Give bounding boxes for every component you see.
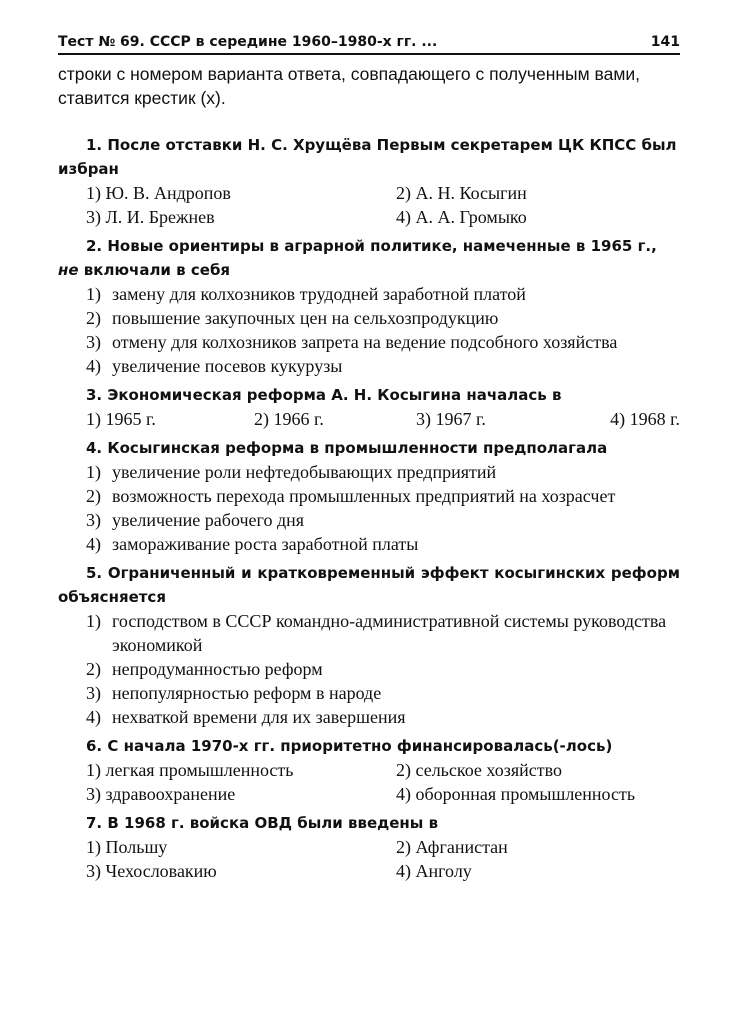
option-number: 2) [86,486,101,506]
answer-option[interactable] [58,609,680,657]
answer-options [58,282,680,378]
question-title: 4. Косыгинская реформа в промышленности предполагала [86,439,608,457]
option-text: господством в СССР командно-административной системы руководства экономикой [112,611,667,655]
answer-option[interactable]: 4) Анголу [396,861,472,881]
answer-option[interactable] [58,354,680,378]
answer-options [58,181,680,229]
option-number: 3) [86,510,101,530]
option-number: 2) [86,659,101,679]
answer-option[interactable]: 1) Ю. В. Андропов [86,183,231,203]
answer-options [58,835,680,883]
question-title: 7. В 1968 г. войска ОВД были введены в [86,814,439,832]
running-title: Тест № 69. СССР в середине 1960–1980-х гг. ... [58,34,438,50]
running-header [58,28,680,55]
answer-options [58,407,680,431]
option-text: повышение закупочных цен на сельхозпродукцию [112,308,499,328]
option-text: замену для колхозников трудодней заработной платой [112,284,526,304]
answer-option[interactable]: 3) Л. И. Брежнев [86,207,215,227]
book-page [58,28,680,883]
answer-option[interactable] [58,282,680,306]
question-title [58,234,680,282]
answer-option[interactable] [58,681,680,705]
question-2 [58,234,680,378]
answer-option[interactable]: 4) оборонная промышленность [396,784,636,804]
question-4 [58,436,680,556]
option-number: 3) [86,332,101,352]
page-number: 141 [650,34,680,50]
option-text: отмену для колхозников запрета на ведение подсобного хозяйства [112,332,618,352]
question-6 [58,734,680,806]
answer-option[interactable] [58,330,680,354]
answer-option[interactable] [58,508,680,532]
question-title: 5. Ограниченный и кратковременный эффект косыгинских реформ объясняется [58,564,680,606]
option-number: 4) [86,707,101,727]
question-title-part: 2. Новые ориентиры в аграрной политике, намеченные в 1965 г., [86,237,657,255]
option-number: 3) [86,683,101,703]
option-number: 1) [86,284,101,304]
option-text: непопулярностью реформ в народе [112,683,382,703]
question-5 [58,561,680,729]
answer-option[interactable] [58,705,680,729]
answer-option[interactable]: 1) легкая промышленность [86,760,294,780]
answer-option[interactable] [58,532,680,556]
question-3 [58,383,680,431]
answer-options [58,460,680,556]
answer-option[interactable] [58,657,680,681]
answer-option[interactable]: 3) Чехословакию [86,861,217,881]
answer-option[interactable] [58,484,680,508]
answer-option[interactable]: 4) А. А. Громыко [396,207,527,227]
answer-options [58,758,680,806]
answer-options [58,609,680,729]
option-text: возможность перехода промышленных предприятий на хозрасчет [112,486,616,506]
intro-text: строки с номером варианта ответа, совпадающего с полученным вами, ставится крестик (x). [58,64,641,108]
option-text: нехваткой времени для их завершения [112,707,406,727]
option-number: 2) [86,308,101,328]
question-title: 1. После отставки Н. С. Хрущёва Первым секретарем ЦК КПСС был избран [58,136,677,178]
answer-option[interactable]: 2) 1966 г. [254,409,324,429]
answer-option[interactable]: 1) Польшу [86,837,168,857]
option-text: увеличение роли нефтедобывающих предприятий [112,462,497,482]
option-text: увеличение рабочего дня [112,510,305,530]
answer-option[interactable]: 2) Афганистан [396,837,508,857]
question-7 [58,811,680,883]
answer-option[interactable]: 1) 1965 г. [86,409,156,429]
answer-option[interactable]: 3) здравоохранение [86,784,236,804]
option-number: 4) [86,534,101,554]
option-text: увеличение посевов кукурузы [112,356,343,376]
answer-option[interactable]: 2) сельское хозяйство [396,760,562,780]
answer-option[interactable]: 3) 1967 г. [416,409,486,429]
question-title: 6. С начала 1970-х гг. приоритетно финансировалась(-лось) [86,737,613,755]
option-text: замораживание роста заработной платы [112,534,419,554]
option-number: 1) [86,462,101,482]
question-title: 3. Экономическая реформа А. Н. Косыгина началась в [86,386,562,404]
question-title-part: включали в себя [83,261,231,279]
answer-option[interactable]: 2) А. Н. Косыгин [396,183,527,203]
option-text: непродуманностью реформ [112,659,323,679]
answer-option[interactable] [58,460,680,484]
option-number: 1) [86,611,101,631]
answer-option[interactable] [58,306,680,330]
answer-option[interactable]: 4) 1968 г. [610,409,680,429]
question-1 [58,133,680,229]
option-number: 4) [86,356,101,376]
question-title-emphasis: не [58,261,79,279]
